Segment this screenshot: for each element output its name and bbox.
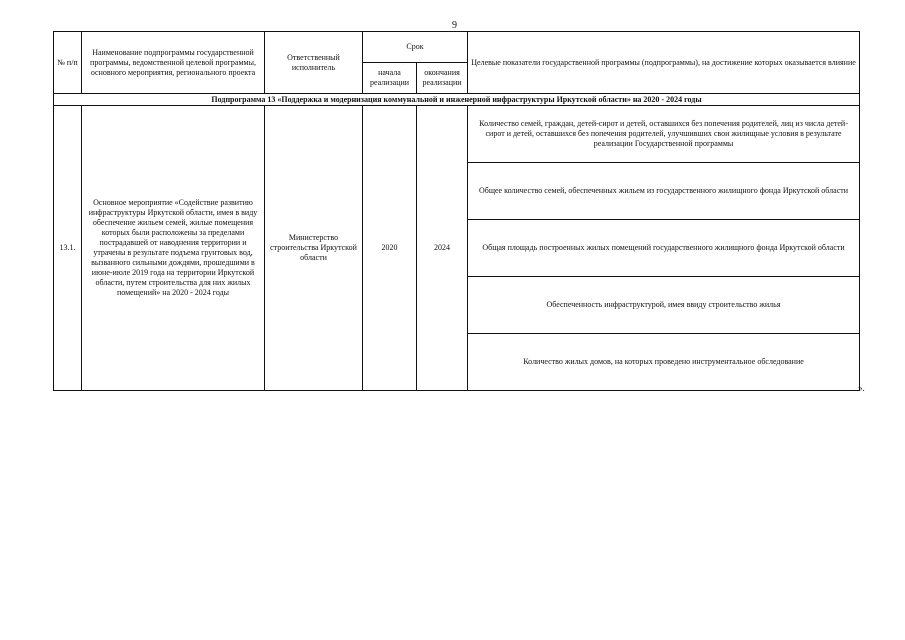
row-end-year: 2024: [417, 106, 468, 391]
program-table: [53, 31, 860, 391]
row-number: 13.1.: [54, 106, 82, 391]
indicator-cell: Количество жилых домов, на которых проведено инструментальное обследование: [468, 334, 860, 391]
indicator-cell: Количество семей, граждан, детей-сирот и детей, оставшихся без попечения родителей, лиц из числа детей-сирот и детей, оставшихся без попечения родителей, улучшивших свои жилищные условия в результате реализации Государственной программы: [468, 106, 860, 163]
indicator-cell: Обеспеченность инфраструктурой, имея ввиду строительство жилья: [468, 277, 860, 334]
page-number: 9: [452, 20, 457, 31]
header-end: окончания реализации: [417, 63, 468, 94]
header-row: [54, 32, 860, 63]
header-term: Срок: [363, 32, 468, 63]
header-start: начала реализации: [363, 63, 417, 94]
row-start-year: 2020: [363, 106, 417, 391]
subprogram-row: [54, 94, 860, 106]
indicator-cell: Общая площадь построенных жилых помещений государственного жилищного фонда Иркутской области: [468, 220, 860, 277]
subprogram-title: Подпрограмма 13 «Поддержка и модернизация коммунальной и инженерной инфраструктуры Иркутской области» на 2020 - 2024 годы: [54, 94, 860, 106]
header-executor: Ответственный исполнитель: [265, 32, 363, 94]
indicator-cell: Общее количество семей, обеспеченных жильем из государственного жилищного фонда Иркутской области: [468, 163, 860, 220]
header-num: № п/п: [54, 32, 82, 94]
header-name: Наименование подпрограммы государственной программы, ведомственной целевой программы, основного мероприятия, регионального проекта: [82, 32, 265, 94]
row-name: Основное мероприятие «Содействие развитию инфраструктуры Иркутской области, имея в виду обеспечение жильем семей, жилые помещения которых были расположены за пределами пострадавшей от наводнения территории и утрачены в результате подъема грунтовых вод, вызванного сильными дождями, прошедшими в июне-июле 2019 года на территории Иркутской области, путем строительства для них жилых помещений» на 2020 - 2024 годы: [82, 106, 265, 391]
closing-quote-mark: ».: [858, 383, 865, 393]
header-indicators: Целевые показатели государственной программы (подпрограммы), на достижение которых оказывается влияние: [468, 32, 860, 94]
table-row: [54, 106, 860, 163]
row-executor: Министерство строительства Иркутской области: [265, 106, 363, 391]
